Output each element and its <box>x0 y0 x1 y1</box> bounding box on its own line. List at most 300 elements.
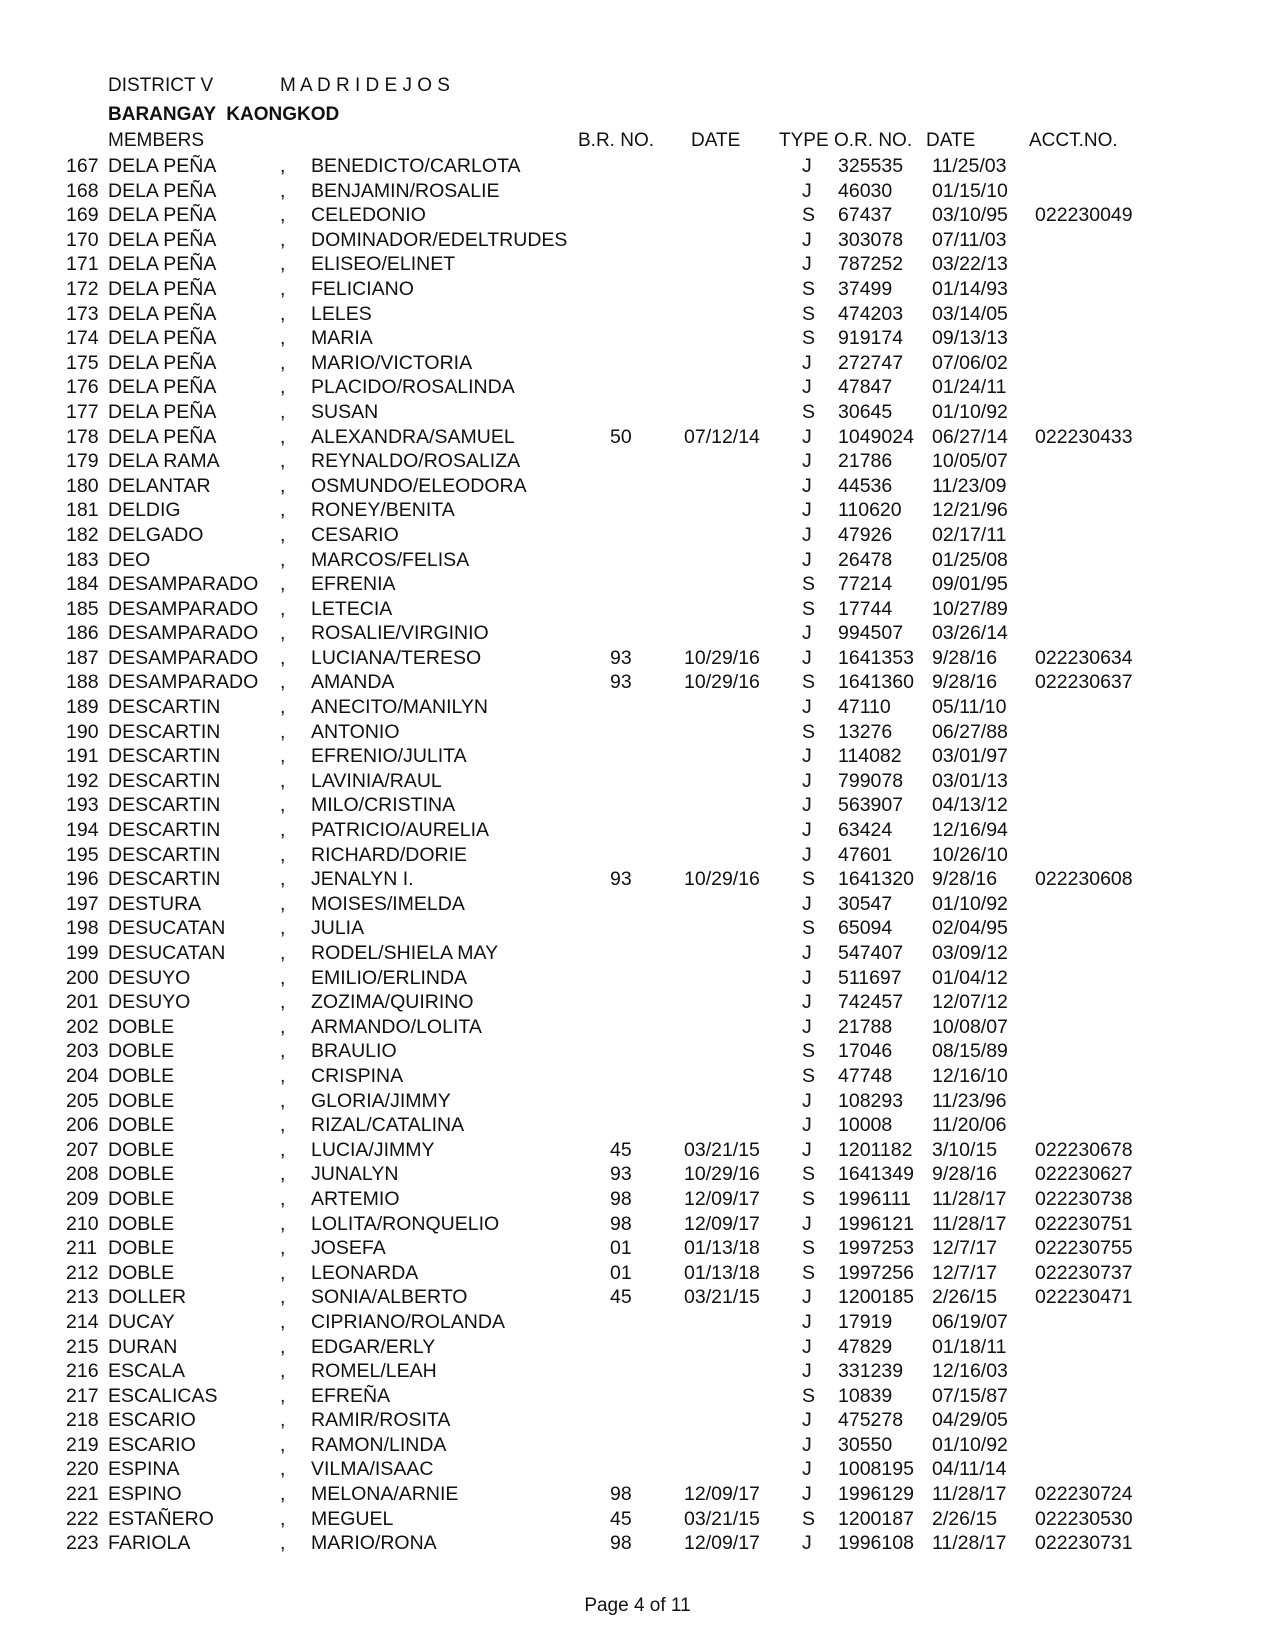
or-date: 2/26/15 <box>932 1507 998 1530</box>
last-name: DESTURA <box>108 892 202 915</box>
first-names: RIZAL/CATALINA <box>311 1114 465 1137</box>
row-number: 184 <box>66 573 99 596</box>
first-names: VILMA/ISAAC <box>311 1458 434 1481</box>
last-name: DESUCATAN <box>108 942 226 964</box>
first-names: SUSAN <box>311 400 379 423</box>
name-separator: , <box>280 1360 286 1383</box>
name-separator: , <box>280 720 286 743</box>
br-date: 10/29/16 <box>684 1163 760 1186</box>
table-row <box>0 277 1275 302</box>
name-separator: , <box>280 155 286 177</box>
row-number: 205 <box>66 1089 99 1112</box>
column-header-or-date: DATE <box>926 130 976 151</box>
membership-type: J <box>802 155 812 177</box>
first-names: RONEY/BENITA <box>311 499 455 522</box>
membership-type: J <box>802 228 812 251</box>
membership-type: J <box>802 843 812 866</box>
membership-type: J <box>802 622 812 645</box>
last-name: DESAMPARADO <box>108 597 259 620</box>
name-separator: , <box>280 179 286 202</box>
last-name: DELA PEÑA <box>108 228 217 251</box>
last-name: DELDIG <box>108 499 181 522</box>
or-date: 01/24/11 <box>932 376 1007 399</box>
table-row <box>0 793 1275 818</box>
last-name: DELANTAR <box>108 474 211 497</box>
br-date: 12/09/17 <box>684 1483 760 1506</box>
or-date: 03/14/05 <box>932 302 1008 325</box>
table-row <box>0 744 1275 769</box>
or-number: 10008 <box>838 1114 893 1137</box>
or-date: 03/01/13 <box>932 769 1008 792</box>
membership-type: J <box>802 450 812 473</box>
row-number: 222 <box>66 1507 99 1530</box>
or-date: 06/27/14 <box>932 425 1008 448</box>
or-number: 475278 <box>838 1409 904 1432</box>
or-number: 110620 <box>838 499 902 522</box>
or-date: 03/22/13 <box>932 253 1008 276</box>
first-names: MILO/CRISTINA <box>311 794 456 817</box>
name-separator: , <box>280 942 286 964</box>
row-number: 169 <box>66 204 99 227</box>
membership-type: J <box>802 523 812 546</box>
column-header-br-date: DATE <box>691 130 741 151</box>
name-separator: , <box>280 794 286 817</box>
or-date: 08/15/89 <box>932 1040 1008 1063</box>
membership-type: S <box>802 720 816 743</box>
name-separator: , <box>280 1532 286 1555</box>
or-date: 11/28/17 <box>932 1212 1007 1235</box>
or-number: 47601 <box>838 843 893 866</box>
table-row <box>0 1187 1275 1212</box>
row-number: 168 <box>66 179 99 202</box>
table-row <box>0 769 1275 794</box>
table-row <box>0 1359 1275 1384</box>
table-row <box>0 1113 1275 1138</box>
account-number: 022230738 <box>1035 1187 1133 1210</box>
row-number: 190 <box>66 720 99 743</box>
last-name: ESCALICAS <box>108 1384 218 1407</box>
name-separator: , <box>280 622 286 645</box>
first-names: ARTEMIO <box>311 1187 400 1210</box>
or-number: 474203 <box>838 302 904 325</box>
name-separator: , <box>280 696 286 719</box>
first-names: JENALYN I. <box>311 868 414 891</box>
or-date: 12/07/12 <box>932 991 1008 1014</box>
table-row <box>0 1138 1275 1163</box>
first-names: LELES <box>311 302 372 325</box>
or-number: 77214 <box>838 573 893 596</box>
row-number: 208 <box>66 1163 99 1186</box>
table-row <box>0 867 1275 892</box>
last-name: DURAN <box>108 1335 178 1358</box>
name-separator: , <box>280 450 286 473</box>
row-number: 179 <box>66 450 99 473</box>
table-row <box>0 1384 1275 1409</box>
membership-type: J <box>802 1015 812 1038</box>
first-names: AMANDA <box>311 671 395 694</box>
name-separator: , <box>280 769 286 792</box>
table-row <box>0 351 1275 376</box>
table-row <box>0 425 1275 450</box>
first-names: CELEDONIO <box>311 204 426 227</box>
row-number: 167 <box>66 155 99 177</box>
first-names: ZOZIMA/QUIRINO <box>311 991 474 1014</box>
or-number: 13276 <box>838 720 893 743</box>
name-separator: , <box>280 1064 286 1087</box>
or-date: 01/10/92 <box>932 400 1008 423</box>
column-header-members: MEMBERS <box>108 130 205 151</box>
last-name: DESUYO <box>108 966 191 989</box>
name-separator: , <box>280 1212 286 1235</box>
name-separator: , <box>280 1187 286 1210</box>
last-name: DELA PEÑA <box>108 302 217 325</box>
first-names: OSMUNDO/ELEODORA <box>311 474 527 497</box>
first-names: EFRENIA <box>311 573 396 596</box>
name-separator: , <box>280 1433 286 1456</box>
name-separator: , <box>280 253 286 276</box>
or-date: 03/01/97 <box>932 745 1008 768</box>
table-row <box>0 474 1275 499</box>
or-date: 04/11/14 <box>932 1458 1007 1481</box>
or-date: 3/10/15 <box>932 1138 998 1161</box>
br-number: 93 <box>610 646 632 669</box>
membership-type: J <box>802 1433 812 1456</box>
name-separator: , <box>280 548 286 571</box>
name-separator: , <box>280 745 286 768</box>
or-number: 17919 <box>838 1310 893 1333</box>
table-row <box>0 1212 1275 1237</box>
account-number: 022230678 <box>1035 1138 1133 1161</box>
br-number: 45 <box>610 1286 632 1309</box>
name-separator: , <box>280 1114 286 1137</box>
name-separator: , <box>280 1310 286 1333</box>
or-number: 799078 <box>838 769 904 792</box>
row-number: 180 <box>66 474 99 497</box>
last-name: ESPINO <box>108 1483 182 1506</box>
first-names: LUCIANA/TERESO <box>311 646 482 669</box>
membership-type: J <box>802 425 812 448</box>
or-date: 9/28/16 <box>932 646 998 669</box>
last-name: DESCARTIN <box>108 794 221 817</box>
or-date: 01/10/92 <box>932 1433 1008 1456</box>
last-name: DOBLE <box>108 1064 175 1087</box>
row-number: 201 <box>66 991 99 1014</box>
or-date: 05/11/10 <box>932 696 1007 719</box>
first-names: MELONA/ARNIE <box>311 1483 459 1506</box>
account-number: 022230751 <box>1035 1212 1133 1235</box>
or-date: 01/14/93 <box>932 277 1008 300</box>
name-separator: , <box>280 1384 286 1407</box>
or-number: 1997253 <box>838 1237 914 1260</box>
table-row <box>0 695 1275 720</box>
table-row <box>0 302 1275 327</box>
or-number: 511697 <box>838 966 902 989</box>
membership-type: J <box>802 819 812 842</box>
row-number: 189 <box>66 696 99 719</box>
row-number: 207 <box>66 1138 99 1161</box>
table-row <box>0 892 1275 917</box>
or-date: 9/28/16 <box>932 1163 998 1186</box>
last-name: DESAMPARADO <box>108 671 259 694</box>
name-separator: , <box>280 351 286 374</box>
account-number: 022230530 <box>1035 1507 1133 1530</box>
name-separator: , <box>280 1163 286 1186</box>
or-date: 12/7/17 <box>932 1261 998 1284</box>
first-names: BRAULIO <box>311 1040 397 1063</box>
membership-type: J <box>802 253 812 276</box>
last-name: DELA PEÑA <box>108 179 217 202</box>
membership-type: J <box>802 1409 812 1432</box>
or-number: 67437 <box>838 204 893 227</box>
membership-type: J <box>802 1114 812 1137</box>
table-row <box>0 1261 1275 1286</box>
first-names: LUCIA/JIMMY <box>311 1138 435 1161</box>
membership-type: J <box>802 646 812 669</box>
row-number: 218 <box>66 1409 99 1432</box>
column-header-acct-no: ACCT.NO. <box>1029 130 1118 151</box>
membership-type: J <box>802 179 812 202</box>
row-number: 173 <box>66 302 99 325</box>
last-name: DELGADO <box>108 523 204 546</box>
first-names: RAMIR/ROSITA <box>311 1409 451 1432</box>
br-number: 45 <box>610 1507 632 1530</box>
first-names: ROSALIE/VIRGINIO <box>311 622 489 645</box>
table-row <box>0 523 1275 548</box>
membership-type: J <box>802 1532 812 1555</box>
or-date: 01/15/10 <box>932 179 1008 202</box>
br-date: 03/21/15 <box>684 1507 760 1530</box>
or-date: 11/28/17 <box>932 1532 1007 1555</box>
row-number: 197 <box>66 892 99 915</box>
name-separator: , <box>280 819 286 842</box>
account-number: 022230724 <box>1035 1483 1133 1506</box>
membership-type: J <box>802 1483 812 1506</box>
first-names: RICHARD/DORIE <box>311 843 468 866</box>
account-number: 022230755 <box>1035 1237 1133 1260</box>
name-separator: , <box>280 843 286 866</box>
or-date: 02/04/95 <box>932 917 1008 940</box>
or-number: 272747 <box>838 351 904 374</box>
membership-type: J <box>802 1458 812 1481</box>
or-number: 742457 <box>838 991 904 1014</box>
row-number: 202 <box>66 1015 99 1038</box>
or-number: 44536 <box>838 474 893 497</box>
name-separator: , <box>280 1483 286 1506</box>
or-number: 547407 <box>838 942 904 964</box>
first-names: RODEL/SHIELA MAY <box>311 942 499 964</box>
last-name: DELA PEÑA <box>108 376 217 399</box>
br-date: 12/09/17 <box>684 1532 760 1555</box>
table-row <box>0 449 1275 474</box>
last-name: DELA PEÑA <box>108 253 217 276</box>
row-number: 204 <box>66 1064 99 1087</box>
last-name: ESTAÑERO <box>108 1507 214 1530</box>
or-date: 12/21/96 <box>932 499 1008 522</box>
membership-type: J <box>802 1212 812 1235</box>
table-row <box>0 1039 1275 1064</box>
first-names: EFRENIO/JULITA <box>311 745 467 768</box>
last-name: FARIOLA <box>108 1532 191 1555</box>
row-number: 212 <box>66 1261 99 1284</box>
table-row <box>0 941 1275 966</box>
table-row <box>0 1408 1275 1433</box>
or-number: 37499 <box>838 277 893 300</box>
last-name: DELA PEÑA <box>108 204 217 227</box>
or-number: 21788 <box>838 1015 893 1038</box>
or-number: 1200187 <box>838 1507 914 1530</box>
row-number: 214 <box>66 1310 99 1333</box>
br-number: 50 <box>610 425 632 448</box>
or-date: 01/25/08 <box>932 548 1008 571</box>
membership-type: S <box>802 917 816 940</box>
membership-type: J <box>802 745 812 768</box>
table-row <box>0 1162 1275 1187</box>
table-row <box>0 375 1275 400</box>
row-number: 176 <box>66 376 99 399</box>
or-number: 1641360 <box>838 671 914 694</box>
first-names: CRISPINA <box>311 1064 404 1087</box>
table-row <box>0 720 1275 745</box>
last-name: DESCARTIN <box>108 745 221 768</box>
table-row <box>0 252 1275 277</box>
last-name: DEO <box>108 548 151 571</box>
last-name: DESCARTIN <box>108 769 221 792</box>
name-separator: , <box>280 917 286 940</box>
or-date: 12/16/10 <box>932 1064 1008 1087</box>
br-number: 01 <box>610 1261 632 1284</box>
or-number: 63424 <box>838 819 893 842</box>
first-names: PATRICIO/AURELIA <box>311 819 490 842</box>
row-number: 178 <box>66 425 99 448</box>
membership-type: S <box>802 1261 816 1284</box>
or-date: 11/23/96 <box>932 1089 1007 1112</box>
first-names: JOSEFA <box>311 1237 386 1260</box>
row-number: 203 <box>66 1040 99 1063</box>
name-separator: , <box>280 204 286 227</box>
or-number: 1996111 <box>838 1187 912 1210</box>
table-row <box>0 966 1275 991</box>
account-number: 022230049 <box>1035 204 1133 227</box>
table-row <box>0 1482 1275 1507</box>
name-separator: , <box>280 966 286 989</box>
or-date: 09/01/95 <box>932 573 1008 596</box>
row-number: 192 <box>66 769 99 792</box>
last-name: DOBLE <box>108 1187 175 1210</box>
or-date: 06/19/07 <box>932 1310 1008 1333</box>
first-names: FELICIANO <box>311 277 414 300</box>
table-row <box>0 400 1275 425</box>
membership-type: J <box>802 991 812 1014</box>
name-separator: , <box>280 1138 286 1161</box>
last-name: DESUCATAN <box>108 917 226 940</box>
page-number: Page 4 of 11 <box>584 1595 691 1616</box>
name-separator: , <box>280 991 286 1014</box>
br-number: 98 <box>610 1212 632 1235</box>
last-name: DESUYO <box>108 991 191 1014</box>
or-number: 303078 <box>838 228 904 251</box>
last-name: DOBLE <box>108 1163 175 1186</box>
membership-type: S <box>802 302 816 325</box>
row-number: 195 <box>66 843 99 866</box>
or-date: 04/13/12 <box>932 794 1008 817</box>
membership-type: J <box>802 1310 812 1333</box>
table-row <box>0 646 1275 671</box>
membership-type: J <box>802 499 812 522</box>
first-names: RAMON/LINDA <box>311 1433 447 1456</box>
row-number: 215 <box>66 1335 99 1358</box>
row-number: 191 <box>66 745 99 768</box>
last-name: DUCAY <box>108 1310 175 1333</box>
row-number: 196 <box>66 868 99 891</box>
first-names: LETECIA <box>311 597 393 620</box>
first-names: GLORIA/JIMMY <box>311 1089 451 1112</box>
or-date: 03/26/14 <box>932 622 1008 645</box>
or-number: 563907 <box>838 794 904 817</box>
name-separator: , <box>280 1286 286 1309</box>
column-header-or-no: O.R. NO. <box>834 130 913 151</box>
last-name: DELA RAMA <box>108 450 220 473</box>
or-date: 11/20/06 <box>932 1114 1007 1137</box>
membership-type: J <box>802 696 812 719</box>
br-date: 10/29/16 <box>684 671 760 694</box>
first-names: DOMINADOR/EDELTRUDES <box>311 228 568 251</box>
table-row <box>0 498 1275 523</box>
table-row <box>0 1335 1275 1360</box>
or-date: 02/17/11 <box>932 523 1007 546</box>
or-number: 1641353 <box>838 646 914 669</box>
table-row <box>0 1236 1275 1261</box>
row-number: 186 <box>66 622 99 645</box>
or-number: 1641349 <box>838 1163 914 1186</box>
or-number: 47829 <box>838 1335 893 1358</box>
br-number: 98 <box>610 1532 632 1555</box>
account-number: 022230737 <box>1035 1261 1133 1284</box>
table-row <box>0 670 1275 695</box>
first-names: MEGUEL <box>311 1507 394 1530</box>
row-number: 183 <box>66 548 99 571</box>
name-separator: , <box>280 302 286 325</box>
row-number: 221 <box>66 1483 99 1506</box>
first-names: EFREÑA <box>311 1384 391 1407</box>
or-date: 10/26/10 <box>932 843 1008 866</box>
table-row <box>0 818 1275 843</box>
column-header-type: TYPE <box>779 130 829 151</box>
name-separator: , <box>280 425 286 448</box>
membership-type: J <box>802 376 812 399</box>
name-separator: , <box>280 327 286 350</box>
or-number: 994507 <box>838 622 904 645</box>
name-separator: , <box>280 376 286 399</box>
or-date: 10/27/89 <box>932 597 1008 620</box>
account-number: 022230433 <box>1035 425 1133 448</box>
or-date: 12/16/94 <box>932 819 1008 842</box>
last-name: DELA PEÑA <box>108 425 217 448</box>
name-separator: , <box>280 892 286 915</box>
membership-type: J <box>802 474 812 497</box>
or-number: 1997256 <box>838 1261 914 1284</box>
table-row <box>0 1089 1275 1114</box>
row-number: 193 <box>66 794 99 817</box>
or-number: 21786 <box>838 450 893 473</box>
first-names: LEONARDA <box>311 1261 419 1284</box>
membership-type: J <box>802 1138 812 1161</box>
br-number: 98 <box>610 1187 632 1210</box>
last-name: DESCARTIN <box>108 868 221 891</box>
name-separator: , <box>280 228 286 251</box>
name-separator: , <box>280 474 286 497</box>
last-name: DOBLE <box>108 1114 175 1137</box>
membership-type: J <box>802 1286 812 1309</box>
